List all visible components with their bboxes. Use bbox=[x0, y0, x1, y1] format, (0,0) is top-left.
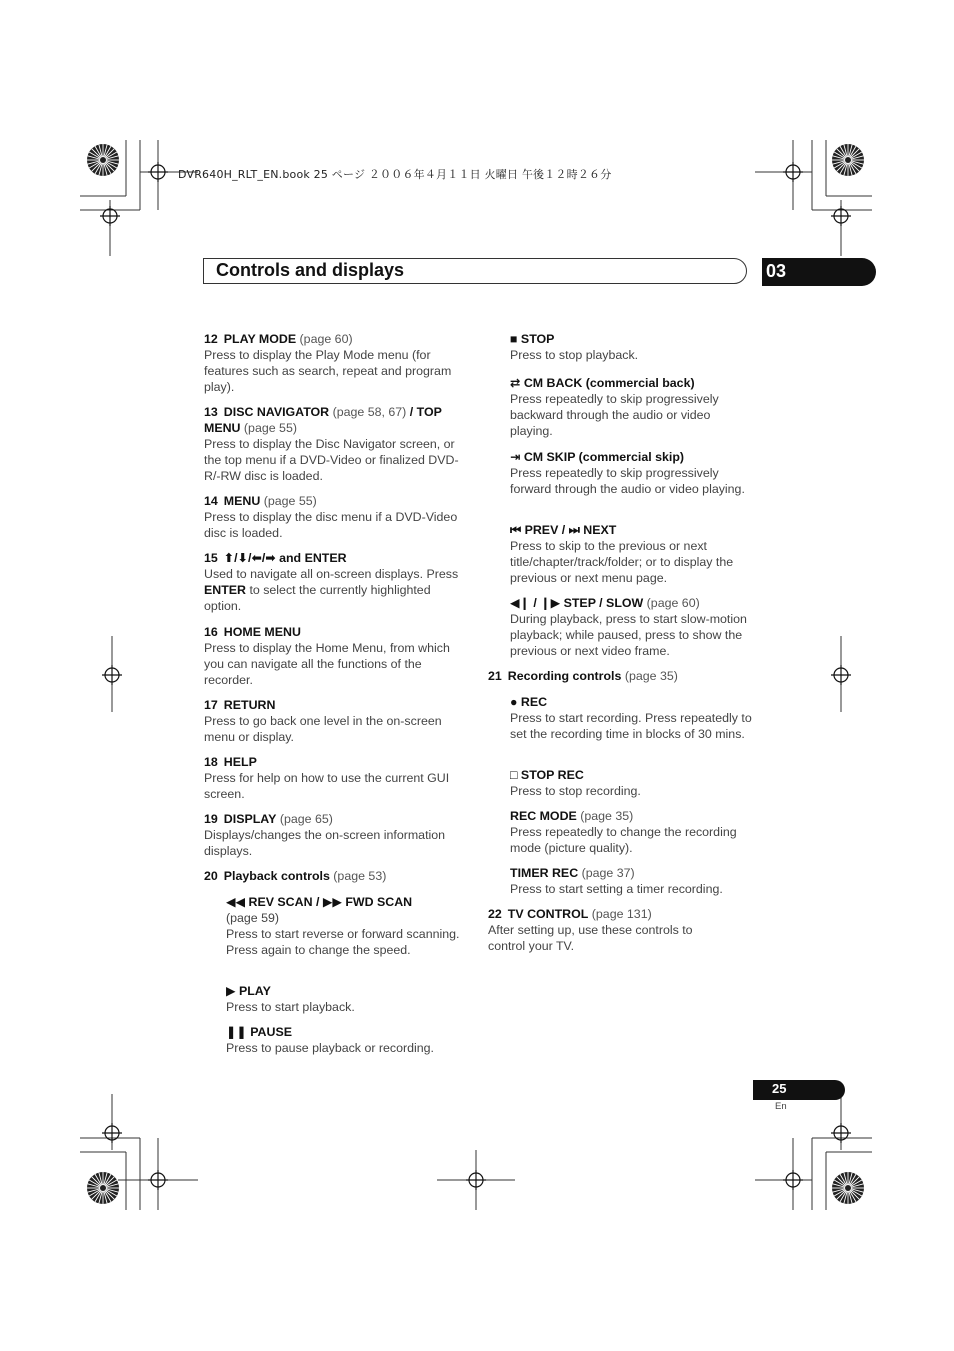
entry-cm-back: ⇄ CM BACK (commercial back) Press repeatedly to skip progressively backward through the audio or video playing. bbox=[510, 376, 719, 438]
entry-play: ▶ PLAY Press to start playback. bbox=[226, 984, 355, 1014]
entry-stop: ■ STOP Press to stop playback. bbox=[510, 332, 639, 362]
page-number-tab bbox=[753, 1080, 845, 1100]
entry-play-mode: 12 PLAY MODE (page 60) Press to display the Play Mode menu (for features such as search, repeat and program play). bbox=[204, 332, 452, 394]
section-title: Controls and displays bbox=[216, 260, 405, 280]
entry-navigate-enter: 15 ⬆/⬇/⬅/➡ and ENTER Used to navigate all on-screen displays. Press ENTER to select the currently highlighted option. bbox=[204, 551, 459, 613]
entry-display: 19 DISPLAY (page 65) Displays/changes the on-screen information displays. bbox=[204, 812, 446, 858]
entry-rev-fwd-scan: ◀◀ REV SCAN / ▶▶ FWD SCAN (page 59) Press to start reverse or forward scanning. Press again to change the speed. bbox=[226, 895, 460, 957]
entry-playback-controls: 20 Playback controls (page 53) bbox=[204, 869, 387, 883]
entry-menu: 14 MENU (page 55) Press to display the disc menu if a DVD-Video disc is loaded. bbox=[204, 494, 458, 540]
entry-pause: ❚❚ PAUSE Press to pause playback or recording. bbox=[226, 1025, 434, 1055]
entry-rec: ● REC Press to start recording. Press repeatedly to set the recording time in blocks of 30 mins. bbox=[510, 695, 752, 741]
entry-timer-rec: TIMER REC (page 37) Press to start setting a timer recording. bbox=[510, 866, 723, 896]
entry-disc-navigator: 13 DISC NAVIGATOR (page 58, 67) / TOP MENU (page 55) Press to display the Disc Navigator screen, or the top menu if a DVD-Video or finalized DVD-R/-RW disc is loaded. bbox=[204, 405, 459, 483]
entry-rec-mode: REC MODE (page 35) Press repeatedly to change the recording mode (picture quality). bbox=[510, 809, 737, 855]
entry-cm-skip: ⇥ CM SKIP (commercial skip) Press repeatedly to skip progressively forward through the audio or video playing. bbox=[510, 450, 745, 496]
entry-step-slow: ◀❙ / ❙▶ STEP / SLOW (page 60) During playback, press to start slow-motion playback; while paused, press to show the previous or next video frame. bbox=[510, 596, 747, 658]
entry-help: 18 HELP Press for help on how to use the current GUI screen. bbox=[204, 755, 450, 801]
entry-return: 17 RETURN Press to go back one level in the on-screen menu or display. bbox=[204, 698, 442, 744]
page-language: En bbox=[775, 1101, 787, 1112]
entry-prev-next: ⏮ PREV / ⏭ NEXT Press to skip to the previous or next title/chapter/track/folder; or to display the previous or next menu page. bbox=[510, 523, 734, 585]
entry-tv-control: 22 TV CONTROL (page 131) After setting up, use these controls to control your TV. bbox=[488, 907, 693, 953]
entry-stop-rec: □ STOP REC Press to stop recording. bbox=[510, 768, 641, 798]
entry-home-menu: 16 HOME MENU Press to display the Home Menu, from which you can navigate all the functions of the recorder. bbox=[204, 625, 450, 687]
page-number: 25 bbox=[772, 1081, 787, 1096]
chapter-number: 03 bbox=[766, 261, 787, 281]
entry-recording-controls: 21 Recording controls (page 35) bbox=[488, 669, 678, 683]
file-header-line: DVR640H_RLT_EN.book 25 ページ ２００６年４月１１日 火曜日 午後１２時２６分 bbox=[178, 168, 612, 181]
